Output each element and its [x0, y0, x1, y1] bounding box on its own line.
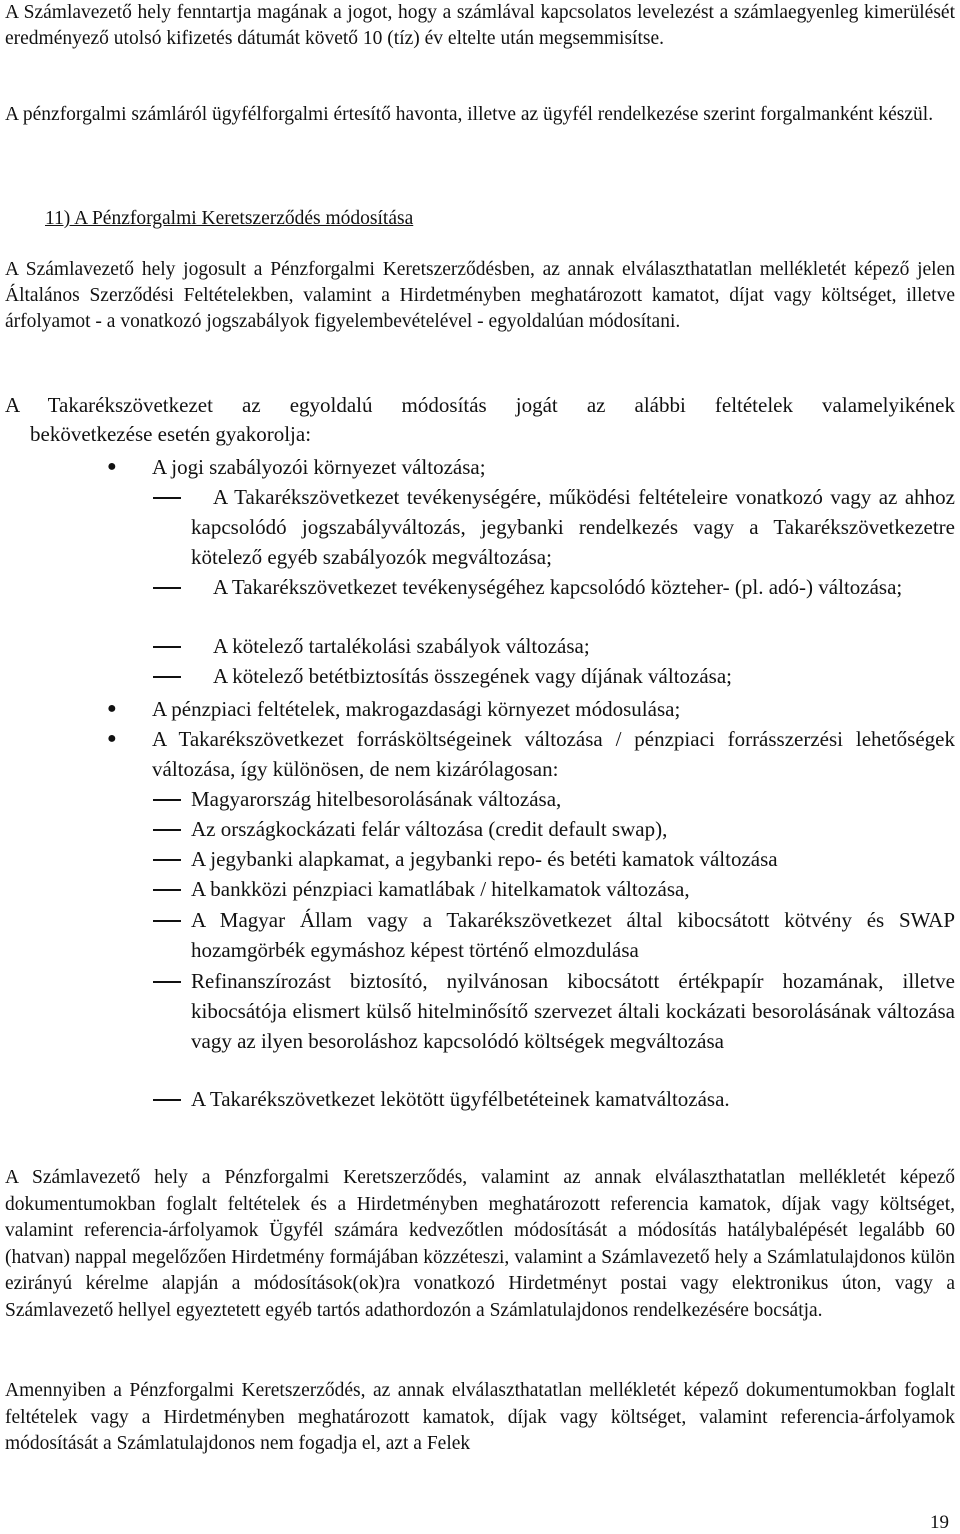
list-item-dash: A jegybanki alapkamat, a jegybanki repo- és betéti kamatok változása	[191, 844, 955, 874]
list-item-dash: Refinanszírozást biztosító, nyilvánosan kibocsátott értékpapír hozamának, illetve kibocsátója elismert külső hitelminősítő szervezet általi kockázati besorolásának változása vagy az ilyen besoroláshoz kapcsolódó költségek megváltozása	[191, 966, 955, 1056]
list-item-bullet: ● A Takarékszövetkezet forrásköltségeinek változása / pénzpiaci forrásszerzési lehetőségek változása, így különösen, de nem kizárólagosan:	[152, 724, 955, 784]
paragraph-publication-notice: A Számlavezető hely a Pénzforgalmi Keretszerződés, valamint az annak elválaszthatatlan mellékletét képező dokumentumokban foglalt feltételek és a Hirdetményben meghatározott referencia kamatok, díjak vagy költséget, valamint referencia-árfolyamok Ügyfél számára kedvezőtlen módosítását a módosítás hatálybalépését legalább 60 (hatvan) nappal megelőzően Hirdetmény formájában közzéteszi, valamint a Számlavezető hely a Számlatulajdonos külön ezirányú kérelme alapján a módosítások(ok)ra vonatkozó Hirdetményt postai vagy elektronikus úton, vagy a Számlavezető hellyel egyeztetett egyéb tartós adathordozón a Számlatulajdonos rendelkezésére bocsátja.	[5, 1167, 955, 1321]
list-item-dash: Az országkockázati felár változása (credit default swap),	[191, 814, 955, 844]
list-item-text: A Takarékszövetkezet tevékenységére, működési feltételeire vonatkozó vagy az ahhoz kapcsolódó jogszabályváltozás, jegybanki rendelkezés vagy a Takarékszövetkezetre kötelező egyéb szabályozók megváltozása;	[191, 485, 955, 569]
paragraph-non-acceptance: Amennyiben a Pénzforgalmi Keretszerződés, az annak elválaszthatatlan mellékletét képező dokumentumokban foglalt feltételek vagy a Hirdetményben meghatározott kamatok, díjak vagy költséget, valamint referencia-árfolyamok módosítását a Számlatulajdonos nem fogadja el, azt a Felek	[5, 1380, 955, 1454]
section-heading: 11) A Pénzforgalmi Keretszerződés módosítása	[45, 208, 414, 229]
list-item-dash	[191, 482, 955, 572]
list-item-dash: A kötelező tartalékolási szabályok változása;	[213, 631, 953, 661]
paragraph-record-retention: A Számlavezető hely fenntartja magának a jogot, hogy a számlával kapcsolatos levelezést a számlaegyenleg kimerülését eredményező utolsó kifizetés dátumát követő 10 (tíz) év eltelte után megsemmisítse.	[5, 2, 955, 49]
list-item-bullet: ● A jogi szabályozói környezet változása;	[152, 452, 952, 482]
intro-line-1: A Takarékszövetkezet az egyoldalú módosítás jogát az alábbi feltételek valamelyikének	[5, 393, 955, 417]
list-item-dash: Magyarország hitelbesorolásának változása,	[191, 784, 955, 814]
paragraph-modification-right: A Számlavezető hely jogosult a Pénzforgalmi Keretszerződésben, az annak elválaszthatatlan mellékletét képező jelen Általános Szerződési Feltételekben, valamint a Hirdetményben meghatározott kamatot, díjat vagy költséget, illetve árfolyamot - a vonatkozó jogszabályok figyelembevételével - egyoldalúan módosítani.	[5, 259, 955, 332]
list-item-dash: A kötelező betétbiztosítás összegének vagy díjának változása;	[213, 661, 953, 691]
paragraph-conditions-intro	[5, 391, 955, 449]
list-item-dash	[191, 572, 955, 602]
intro-line-2: bekövetkezése esetén gyakorolja:	[30, 422, 312, 446]
page-number: 19	[930, 1512, 949, 1533]
list-item-dash: A bankközi pénzpiaci kamatlábak / hitelkamatok változása,	[191, 874, 955, 904]
paragraph-statement-notice: A pénzforgalmi számláról ügyfélforgalmi értesítő havonta, illetve az ügyfél rendelkezése szerint forgalmanként készül.	[5, 104, 934, 125]
list-item-bullet: ● A pénzpiaci feltételek, makrogazdasági környezet módosulása;	[152, 694, 952, 724]
list-item-dash: A Takarékszövetkezet lekötött ügyfélbetéteinek kamatváltozása.	[191, 1084, 955, 1114]
list-item-dash: A Magyar Állam vagy a Takarékszövetkezet által kibocsátott kötvény és SWAP hozamgörbék egymáshoz képest történő elmozdulása	[191, 905, 955, 965]
list-item-text: A Takarékszövetkezet tevékenységéhez kapcsolódó közteher- (pl. adó-) változása;	[213, 575, 903, 599]
